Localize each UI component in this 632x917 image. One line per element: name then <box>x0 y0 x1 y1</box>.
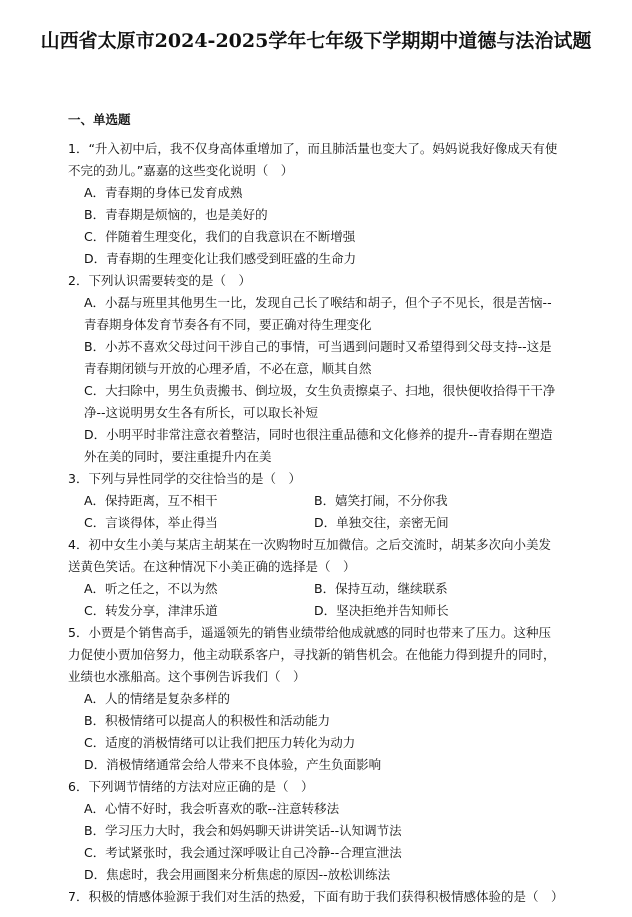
question-5-stem-line1: 5．小贾是个销售高手，遥遥领先的销售业绩带给他成就感的同时也带来了压力。这种压 <box>68 625 551 640</box>
question-1-option-b: B．青春期是烦恼的，也是美好的 <box>84 207 268 222</box>
question-5-option-d: D．消极情绪通常会给人带来不良体验，产生负面影响 <box>84 757 382 772</box>
question-6-option-c: C．考试紧张时，我会通过深呼吸让自己冷静--合理宣泄法 <box>84 845 402 860</box>
question-5-option-c: C．适度的消极情绪可以让我们把压力转化为动力 <box>84 735 356 750</box>
question-3-option-c: C．言谈得体，举止得当 <box>84 515 218 530</box>
question-1-option-a: A．青春期的身体已发育成熟 <box>84 185 243 200</box>
question-2-option-a-line1: A．小磊与班里其他男生一比，发现自己长了喉结和胡子，但个子不见长，很是苦恼-- <box>84 295 552 310</box>
question-2-option-c-line1: C．大扫除中，男生负责搬书、倒垃圾，女生负责擦桌子、扫地，很快便收拾得干干净 <box>84 383 556 398</box>
question-1-option-c: C．伴随着生理变化，我们的自我意识在不断增强 <box>84 229 356 244</box>
question-5-stem-line3: 业绩也水涨船高。这个事例告诉我们（ ） <box>68 669 306 684</box>
question-6-option-d: D．焦虑时，我会用画图来分析焦虑的原因--放松训练法 <box>84 867 391 882</box>
question-2-option-b-line2: 青春期闭锁与开放的心理矛盾，不必在意，顺其自然 <box>84 361 372 376</box>
question-2-option-c-line2: 净--这说明男女生各有所长，可以取长补短 <box>84 405 319 420</box>
question-1-stem-line2: 不完的劲儿。”嘉嘉的这些变化说明（ ） <box>68 163 294 178</box>
question-4-option-c: C．转发分享，津津乐道 <box>84 603 218 618</box>
question-1-stem-line1: 1．“升入初中后，我不仅身高体重增加了，而且肺活量也变大了。妈妈说我好像成天有使 <box>68 141 558 156</box>
question-4-stem-line2: 送黄色笑话。在这种情况下小美正确的选择是（ ） <box>68 559 356 574</box>
document-title: 山西省太原市2024-2025学年七年级下学期期中道德与法治试题 <box>40 30 592 52</box>
question-6-option-b: B．学习压力大时，我会和妈妈聊天讲讲笑话--认知调节法 <box>84 823 402 838</box>
question-4-stem-line1: 4．初中女生小美与某店主胡某在一次购物时互加微信。之后交流时，胡某多次向小美发 <box>68 537 551 552</box>
question-3-option-d: D．单独交往，亲密无间 <box>314 515 449 530</box>
question-2-stem: 2．下列认识需要转变的是（ ） <box>68 273 251 288</box>
question-6-stem: 6．下列调节情绪的方法对应正确的是（ ） <box>68 779 314 794</box>
question-3-option-b: B．嬉笑打闹，不分你我 <box>314 493 448 508</box>
section-heading: 一、单选题 <box>68 112 131 127</box>
question-2-option-a-line2: 青春期身体发育节奏各有不同，要正确对待生理变化 <box>84 317 372 332</box>
question-5-option-b: B．积极情绪可以提高人的积极性和活动能力 <box>84 713 331 728</box>
question-4-option-a: A．听之任之，不以为然 <box>84 581 218 596</box>
question-3-option-a: A．保持距离，互不相干 <box>84 493 218 508</box>
question-6-option-a: A．心情不好时，我会听喜欢的歌--注意转移法 <box>84 801 340 816</box>
question-4-option-b: B．保持互动，继续联系 <box>314 581 448 596</box>
question-4-option-d: D．坚决拒绝并告知师长 <box>314 603 449 618</box>
question-3-stem: 3．下列与异性同学的交往恰当的是（ ） <box>68 471 301 486</box>
question-1-option-d: D．青春期的生理变化让我们感受到旺盛的生命力 <box>84 251 357 266</box>
question-2-option-d-line2: 外在美的同时，要注重提升内在美 <box>84 449 272 464</box>
question-5-option-a: A．人的情绪是复杂多样的 <box>84 691 231 706</box>
question-2-option-d-line1: D．小明平时非常注意衣着整洁，同时也很注重品德和文化修养的提升--青春期在塑造 <box>84 427 553 442</box>
question-5-stem-line2: 力促使小贾加倍努力，他主动联系客户，寻找新的销售机会。在他能力得到提升的同时， <box>68 647 556 662</box>
question-7-stem: 7．积极的情感体验源于我们对生活的热爱，下面有助于我们获得积极情感体验的是（ ） <box>68 889 564 904</box>
question-2-option-b-line1: B．小苏不喜欢父母过问干涉自己的事情，可当遇到问题时又希望得到父母支持--这是 <box>84 339 552 354</box>
